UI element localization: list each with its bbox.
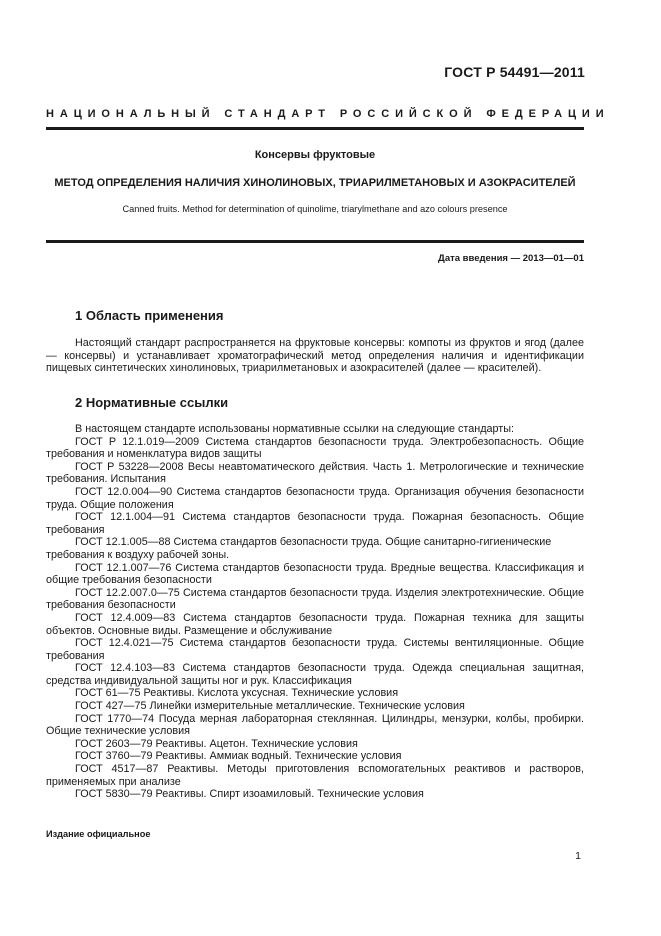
page-number: 1 <box>575 850 581 862</box>
reference-item: ГОСТ 1770—74 Посуда мерная лабораторная стеклянная. Цилиндры, мензурки, колбы, пробирки. Общие технические условия <box>46 712 584 738</box>
reference-item: ГОСТ 4517—87 Реактивы. Методы приготовления вспомогательных реактивов и растворов, применяемых при анализе <box>46 763 584 788</box>
section-2-body <box>46 423 584 801</box>
header-rule <box>46 127 584 130</box>
reference-item: ГОСТ 5830—79 Реактивы. Спирт изоамиловый. Технические условия <box>75 788 424 801</box>
english-title: Canned fruits. Method for determination of quinolime, triarylmethane and azo colours presence <box>122 204 508 214</box>
section-1-paragraph: Настоящий стандарт распространяется на фруктовые консервы: компоты из фруктов и ягод (далее — консервы) и устанавливает хроматографический метод определения наличия и идентификации пищевых синтетических хинолиновых, триарилметановых и азокрасителей (далее — красителей). <box>46 337 584 375</box>
reference-item: ГОСТ 427—75 Линейки измерительные металлические. Технические условия <box>75 700 465 713</box>
reference-item: ГОСТ 12.4.103—83 Система стандартов безопасности труда. Одежда специальная защитная, средства индивидуальной защиты ног и рук. Классификация <box>46 662 584 687</box>
title-rule <box>46 240 584 243</box>
reference-item: ГОСТ 12.1.005—88 Система стандартов безопасности труда. Общие санитарно-гигиенические требования к воздуху рабочей зоны. <box>46 536 552 561</box>
document-title: МЕТОД ОПРЕДЕЛЕНИЯ НАЛИЧИЯ ХИНОЛИНОВЫХ, ТРИАРИЛМЕТАНОВЫХ И АЗОКРАСИТЕЛЕЙ <box>54 177 576 189</box>
reference-item: ГОСТ 12.4.021—75 Система стандартов безопасности труда. Системы вентиляционные. Общие требования <box>46 637 584 662</box>
official-edition-label: Издание официальное <box>46 829 151 839</box>
section-2-intro: В настоящем стандарте использованы нормативные ссылки на следующие стандарты: <box>75 423 514 435</box>
introduction-date: Дата введения — 2013—01—01 <box>438 253 584 264</box>
section-1-heading: 1 Область применения <box>75 308 224 323</box>
section-2-heading: 2 Нормативные ссылки <box>75 395 229 410</box>
reference-item: ГОСТ 61—75 Реактивы. Кислота уксусная. Технические условия <box>75 687 399 700</box>
reference-item: ГОСТ Р 12.1.019—2009 Система стандартов безопасности труда. Электробезопасность. Общие требования и номенклатура видов защиты <box>46 435 584 461</box>
section-1-body <box>46 337 584 375</box>
reference-item: ГОСТ 2603—79 Реактивы. Ацетон. Технические условия <box>75 737 358 750</box>
document-subtitle: Консервы фруктовые <box>254 149 376 161</box>
reference-item: ГОСТ 12.1.004—91 Система стандартов безопасности труда. Пожарная безопасность. Общие требования <box>46 511 584 536</box>
reference-item: ГОСТ 3760—79 Реактивы. Аммиак водный. Технические условия <box>75 750 402 763</box>
reference-item: ГОСТ 12.1.007—76 Система стандартов безопасности труда. Вредные вещества. Классификация и общие требования безопасности <box>46 561 584 587</box>
reference-item: ГОСТ Р 53228—2008 Весы неавтоматического действия. Часть 1. Метрологические и технические требования. Испытания <box>46 460 584 486</box>
standard-code: ГОСТ Р 54491—2011 <box>444 64 585 80</box>
reference-item: ГОСТ 12.2.007.0—75 Система стандартов безопасности труда. Изделия электротехнические. Общие требования безопасности <box>46 586 584 612</box>
reference-item: ГОСТ 12.0.004—90 Система стандартов безопасности труда. Организация обучения безопасности труда. Общие положения <box>46 485 584 511</box>
national-standard-title: НАЦИОНАЛЬНЫЙ СТАНДАРТ РОССИЙСКОЙ ФЕДЕРАЦИИ <box>46 108 610 120</box>
reference-item: ГОСТ 12.4.009—83 Система стандартов безопасности труда. Пожарная техника для защиты объектов. Основные виды. Размещение и обслуживание <box>46 611 584 637</box>
